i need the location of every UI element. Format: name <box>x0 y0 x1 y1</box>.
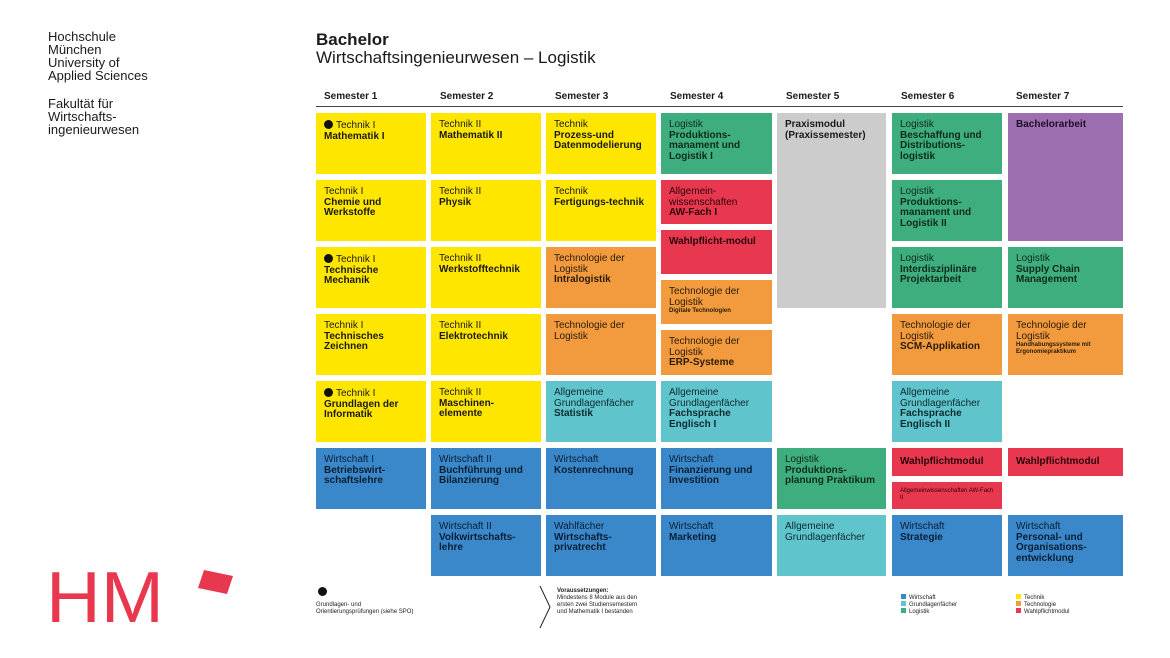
institution-name <box>48 30 148 82</box>
module-technisches-zeichnen <box>316 314 426 375</box>
module-fertigungstechnik <box>546 180 656 241</box>
module-title: Beschaffung und Distributions-logistik <box>900 129 982 162</box>
module-category: Technik I <box>336 388 376 399</box>
legend-swatch <box>1016 594 1021 599</box>
prerequisites-note <box>557 588 647 616</box>
module-category: Wirtschaft <box>554 454 599 465</box>
legend-swatch <box>1016 601 1021 606</box>
legend-label: Technik <box>1024 595 1045 601</box>
module-category: Wirtschaft <box>900 521 945 532</box>
module-maschinenelemente <box>431 381 541 442</box>
module-title: Produktions-manament und Logistik I <box>669 129 741 162</box>
module-title: Wahlpflichtmodul <box>900 456 984 467</box>
module-category: Allgemein-wissenschaften <box>669 186 738 208</box>
legend-swatch <box>1016 608 1021 613</box>
module-category: Technologie der Logistik <box>554 320 625 342</box>
module-category: Wirtschaft I <box>324 454 375 465</box>
module-fachsprache-englisch-1 <box>661 381 772 442</box>
module-werkstofftechnik <box>431 247 541 308</box>
module-praxismodul <box>777 113 886 308</box>
hm-logo-text: HM <box>46 566 164 626</box>
module-title: Wirtschafts-privatrecht <box>554 531 612 553</box>
module-title: Physik <box>439 196 472 208</box>
module-wahlpflichtmodul-s6 <box>892 448 1002 476</box>
legend-label: Technologie <box>1024 602 1057 608</box>
module-produktionsplanung-praktikum <box>777 448 886 509</box>
institution-line: Applied Sciences <box>48 68 148 83</box>
module-title: Digitale Technologien <box>669 308 731 314</box>
module-category: Allgemeine Grundlagenfächer <box>785 521 866 543</box>
legend-label: Logistik <box>909 609 930 615</box>
semester-header: Semester 3 <box>555 91 609 102</box>
legend-label: Wirtschaft <box>909 595 936 601</box>
module-physik <box>431 180 541 241</box>
dot-footnote: Grundlagen- und Orientierungsprüfungen (siehe SPO) <box>316 602 414 615</box>
module-title: Fachsprache Englisch I <box>669 408 731 430</box>
module-category: Allgemeine Grundlagenfächer <box>900 387 981 409</box>
module-handhabungssysteme <box>1008 314 1123 375</box>
semester-header: Semester 1 <box>324 91 378 102</box>
module-category: Technik <box>554 119 588 130</box>
module-produktionsmanagement-2 <box>892 180 1002 241</box>
module-title: Maschinen-elemente <box>439 397 495 419</box>
legend-item-logistik <box>901 608 929 616</box>
legend-item-wahlpflicht <box>1016 608 1069 616</box>
module-category: Technologie der Logistik <box>1016 320 1087 342</box>
module-title: Elektrotechnik <box>439 330 508 342</box>
semester-header: Semester 6 <box>901 91 955 102</box>
page-subtitle: Wirtschaftsingenieurwesen – Logistik <box>316 48 596 67</box>
module-title: Fachsprache Englisch II <box>900 408 962 430</box>
faculty-name <box>48 97 139 136</box>
module-title: Technisches Zeichnen <box>324 330 384 352</box>
module-title: Wahlpflicht-modul <box>669 236 756 247</box>
module-volkswirtschaftslehre <box>431 515 541 576</box>
module-intralogistik <box>546 247 656 308</box>
module-chemie-werkstoffe <box>316 180 426 241</box>
module-category: Wirtschaft II <box>439 521 492 532</box>
module-title: Strategie <box>900 531 943 543</box>
module-title: Werkstofftechnik <box>439 263 520 275</box>
module-category: Technik I <box>336 120 376 131</box>
module-grundlagenfaecher-s5 <box>777 515 886 576</box>
module-wahlpflichtmodul-s7 <box>1008 448 1123 476</box>
module-title: Volkwirtschafts-lehre <box>439 531 516 553</box>
module-category: Technologie der Logistik <box>554 253 625 275</box>
module-title: Kostenrechnung <box>554 464 634 476</box>
module-title: Handhabungssysteme mit Ergonomiepraktikum <box>1016 342 1091 355</box>
institution-line: Hochschule <box>48 29 116 44</box>
module-title: Allgemeinwissenschaften AW-Fach II <box>900 488 994 501</box>
module-title: ERP-Systeme <box>669 357 735 368</box>
module-category: Technik II <box>439 253 482 264</box>
module-elektrotechnik <box>431 314 541 375</box>
module-title: Betriebswirt-schaftslehre <box>324 464 386 486</box>
module-erp-systeme <box>661 330 772 375</box>
module-title: Interdisziplinäre Projektarbeit <box>900 263 977 285</box>
module-category: Technik <box>554 186 588 197</box>
module-category: Technologie der Logistik <box>669 286 740 308</box>
module-statistik <box>546 381 656 442</box>
module-digitale-technologien <box>661 280 772 324</box>
module-prozess-datenmodellierung <box>546 113 656 174</box>
module-title: Chemie und Werkstoffe <box>324 196 382 218</box>
module-betriebswirtschaftslehre <box>316 448 426 509</box>
module-grundlagen-informatik <box>316 381 426 442</box>
module-title: Personal- und Organisations-entwicklung <box>1016 531 1087 564</box>
module-kostenrechnung <box>546 448 656 509</box>
semester-header: Semester 7 <box>1016 91 1070 102</box>
module-title: Prozess-und Datenmodelierung <box>554 129 642 151</box>
module-produktionsmanagement-1 <box>661 113 772 174</box>
module-title: Finanzierung und Investition <box>669 464 753 486</box>
faculty-line: Wirtschafts- <box>48 109 117 124</box>
module-category: Logistik <box>900 253 934 264</box>
module-category: Wahlfächer <box>554 521 605 532</box>
semester-header: Semester 2 <box>440 91 494 102</box>
module-marketing <box>661 515 772 576</box>
module-category: Wirtschaft II <box>439 454 492 465</box>
institution-line: University of <box>48 55 120 70</box>
module-scm-applikation <box>892 314 1002 375</box>
module-category: Technik I <box>324 320 364 331</box>
module-category: Wirtschaft <box>669 521 714 532</box>
hm-logo <box>46 566 246 626</box>
header-divider <box>316 106 1123 107</box>
module-buchfuehrung-bilanzierung <box>431 448 541 509</box>
module-title: Statistik <box>554 408 593 419</box>
chevron-right-icon <box>538 585 552 629</box>
module-category: Technik II <box>439 320 482 331</box>
module-title: Produktions-planung Praktikum <box>785 464 876 486</box>
orientation-dot-icon <box>324 388 333 397</box>
module-aw-fach-1 <box>661 180 772 224</box>
module-wirtschaftsprivatrecht <box>546 515 656 576</box>
legend-label: Grundlagenfächer <box>909 602 958 608</box>
module-aw-fach-2 <box>892 482 1002 509</box>
module-title: Bachelorarbeit <box>1016 119 1087 130</box>
module-technologie-logistik <box>546 314 656 375</box>
module-title: Wahlpflichtmodul <box>1016 456 1100 467</box>
module-finanzierung-investition <box>661 448 772 509</box>
module-category: Technik II <box>439 119 482 130</box>
module-category: Allgemeine Grundlagenfächer <box>554 387 635 409</box>
module-beschaffung-distribution <box>892 113 1002 174</box>
semester-header: Semester 5 <box>786 91 840 102</box>
module-category: Logistik <box>785 454 819 465</box>
semester-header: Semester 4 <box>670 91 724 102</box>
faculty-line: Fakultät für <box>48 96 114 111</box>
module-wahlpflichtmodul-s4 <box>661 230 772 274</box>
orientation-dot-icon <box>324 120 333 129</box>
module-mathematik-2 <box>431 113 541 174</box>
module-personal-organisationsentwicklung <box>1008 515 1123 576</box>
module-title: Marketing <box>669 531 717 543</box>
module-category: Technik II <box>439 186 482 197</box>
prerequisites-title: Voraussetzungen: <box>557 588 609 594</box>
module-category: Technik I <box>336 254 376 265</box>
module-category: Technologie der Logistik <box>669 336 740 358</box>
legend-swatch <box>901 601 906 606</box>
module-category: Wirtschaft <box>1016 521 1061 532</box>
module-category: Logistik <box>1016 253 1050 264</box>
module-title: Supply Chain Management <box>1016 263 1080 285</box>
module-category: Wirtschaft <box>669 454 714 465</box>
module-title: Buchführung und Bilanzierung <box>439 464 523 486</box>
legend-dot-icon <box>318 587 327 596</box>
module-category: Logistik <box>900 186 934 197</box>
module-title: AW-Fach I <box>669 207 718 218</box>
module-mathematik-1 <box>316 113 426 174</box>
module-title: Mathematik I <box>324 130 385 142</box>
prerequisites-text: Mindestens 8 Module aus den ersten zwei Studiensemestern und Mathematik I bestanden <box>557 595 638 615</box>
module-title: Produktions-manament und Logistik II <box>900 196 972 229</box>
module-category: Technik I <box>324 186 364 197</box>
module-projektarbeit <box>892 247 1002 308</box>
legend-label: Wahlpflichtmodul <box>1024 609 1070 615</box>
module-title: Fertigungs-technik <box>554 196 645 208</box>
module-category: Technologie der Logistik <box>900 320 971 342</box>
faculty-line: ingenieurwesen <box>48 122 140 137</box>
page-title: Bachelor <box>316 30 389 49</box>
module-title: Mathematik II <box>439 129 503 141</box>
legend-swatch <box>901 608 906 613</box>
module-category: Logistik <box>669 119 703 130</box>
module-title: Technische Mechanik <box>324 264 379 286</box>
module-category: Logistik <box>900 119 934 130</box>
legend-swatch <box>901 594 906 599</box>
logo-parallelogram-icon <box>198 570 233 594</box>
module-title: Praxismodul (Praxissemester) <box>785 119 866 141</box>
module-technische-mechanik <box>316 247 426 308</box>
orientation-dot-icon <box>324 254 333 263</box>
module-title: Grundlagen der Informatik <box>324 398 399 420</box>
module-title: Intralogistik <box>554 274 611 285</box>
module-category: Technik II <box>439 387 482 398</box>
module-strategie <box>892 515 1002 576</box>
module-category: Allgemeine Grundlagenfächer <box>669 387 750 409</box>
module-fachsprache-englisch-2 <box>892 381 1002 442</box>
module-title: SCM-Applikation <box>900 341 980 352</box>
institution-line: München <box>48 42 102 57</box>
module-bachelorarbeit <box>1008 113 1123 241</box>
module-supply-chain-management <box>1008 247 1123 308</box>
